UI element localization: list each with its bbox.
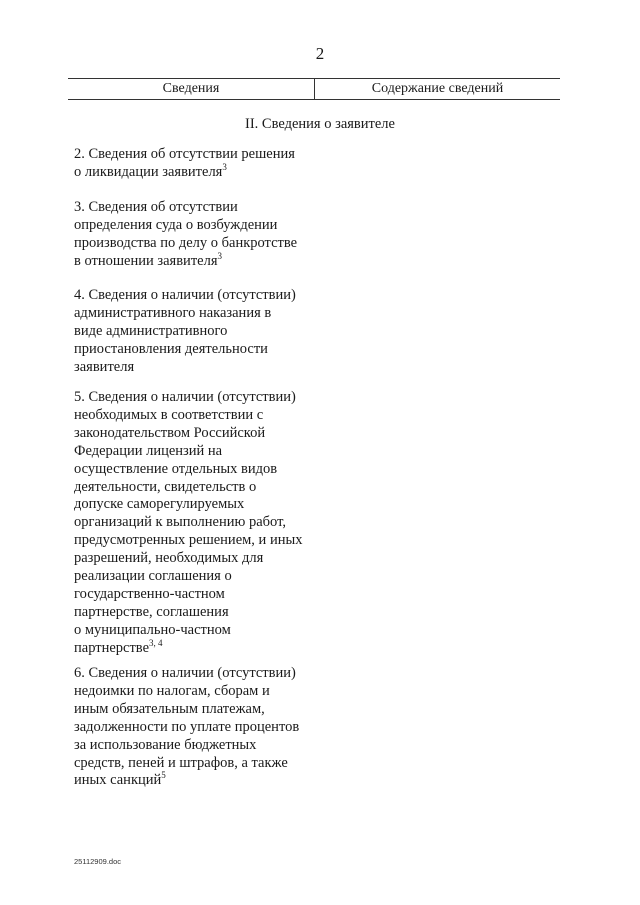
item-text: 6. Сведения о наличии (отсутствии) недоимки по налогам, сборам и иным обязательным платежам, задолженности по уплате процентов за использование бюджетных средств, пеней и штрафов, а также иных санкций [74, 665, 300, 789]
page-number: 2 [315, 44, 325, 63]
item-text: 5. Сведения о наличии (отсутствии) необходимых в соответствии с законодательством Российской Федерации лицензий на осуществление отдельных видов деятельности, свидетельств о допуске саморегулируемых организаций к выполнению работ, предусмотренных решением, и иных разрешений, необходимых для реализации соглашения о государственно-частном партнерстве, соглашения о муниципально-частном партнерстве [74, 389, 303, 656]
footnote-ref: 5 [161, 770, 166, 781]
item-text: 2. Сведения об отсутствии решения о ликвидации заявителя [74, 146, 295, 180]
list-item [74, 287, 324, 377]
file-name: 25112909.doc [74, 857, 121, 866]
table-header [68, 78, 560, 100]
footnote-ref: 3 [217, 250, 222, 261]
item-text: 3. Сведения об отсутствии определения суда о возбуждении производства по делу о банкротстве в отношении заявителя [74, 199, 298, 269]
list-item [74, 199, 324, 271]
footnote-ref: 3, 4 [149, 637, 163, 648]
column-header-content: Содержание сведений [371, 81, 504, 96]
list-item [74, 389, 324, 658]
footnote-ref: 3 [222, 161, 227, 172]
list-item [74, 146, 324, 182]
column-header-info: Сведения [162, 81, 220, 96]
list-item [74, 665, 324, 790]
section-title: II. Сведения о заявителе [245, 116, 395, 132]
item-text: 4. Сведения о наличии (отсутствии) административного наказания в виде административного приостановления деятельности заявителя [74, 287, 296, 375]
